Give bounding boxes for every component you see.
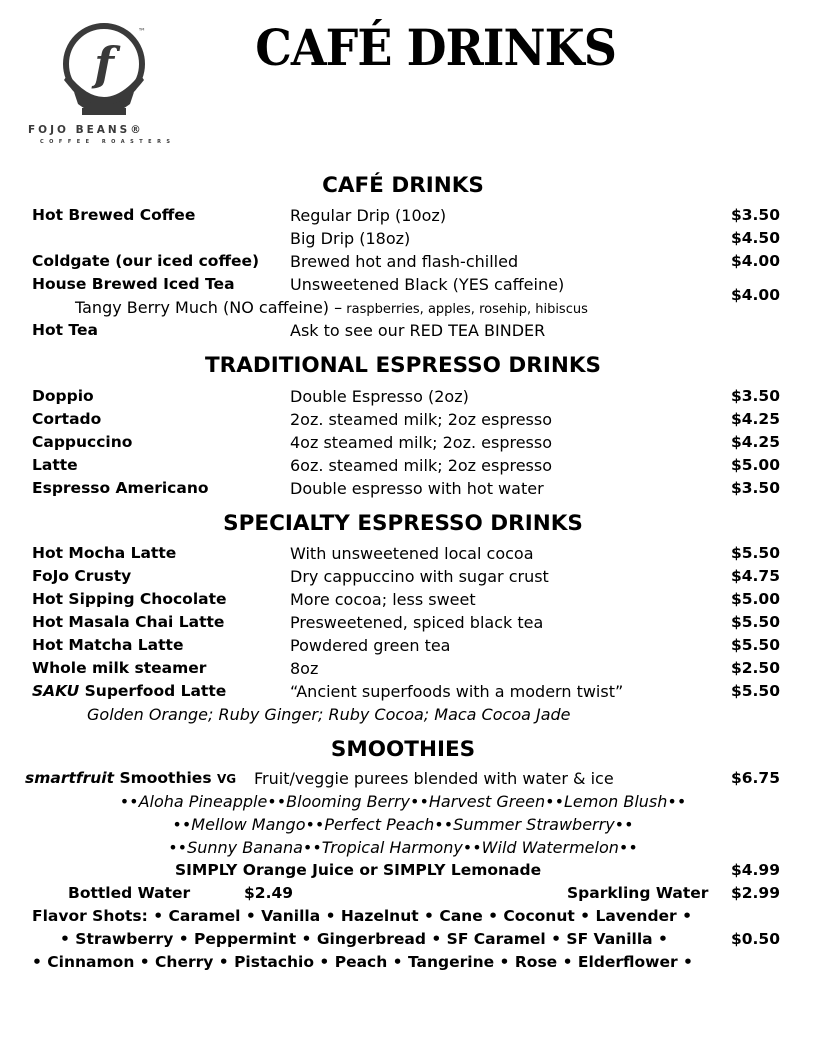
item-name: SIMPLY Orange Juice or SIMPLY Lemonade: [175, 861, 542, 879]
page-title: CAFÉ DRINKS: [255, 18, 617, 77]
item-desc: Presweetened, spiced black tea: [290, 613, 544, 632]
sparkling-water-name: Sparkling Water: [567, 884, 709, 902]
item-price: $5.50: [730, 544, 780, 562]
item-name: Doppio: [32, 387, 94, 405]
item-name: FoJo Crusty: [32, 567, 132, 585]
item-desc: 4oz steamed milk; 2oz. espresso: [290, 433, 553, 452]
menu-row: [0, 408, 816, 431]
smartfruit-brand: smartfruit: [25, 769, 115, 787]
item-desc: Dry cappuccino with sugar crust: [290, 567, 549, 586]
item-price: $6.75: [730, 769, 780, 787]
item-price: $5.50: [730, 682, 780, 700]
item-price: $5.00: [730, 590, 780, 608]
flavor-shots-text: • Cinnamon • Cherry • Pistachio • Peach • Tangerine • Rose • Elderflower •: [32, 953, 693, 971]
item-name: Hot Sipping Chocolate: [32, 590, 227, 608]
item-desc: Big Drip (18oz): [290, 229, 411, 248]
item-name: Espresso Americano: [32, 479, 209, 497]
item-price: $4.25: [730, 410, 780, 428]
menu-row-simply: [0, 859, 816, 882]
menu-row: [0, 542, 816, 565]
menu-row-big-drip: [0, 227, 816, 250]
item-name: [25, 767, 236, 791]
menu-row-regular-drip: [0, 204, 816, 227]
flavor-shots-text: • Strawberry • Peppermint • Gingerbread • SF Caramel • SF Vanilla •: [60, 930, 668, 948]
item-desc: 8oz: [290, 659, 319, 678]
item-price: $5.50: [730, 636, 780, 654]
menu-row-coldgate: [0, 250, 816, 273]
menu-row-saku: [0, 680, 816, 703]
menu-row: [0, 565, 816, 588]
menu-row: [0, 634, 816, 657]
brand-name: FOJO BEANS®: [28, 124, 144, 136]
trademark-symbol: ™: [138, 27, 146, 36]
item-price: $3.50: [730, 387, 780, 405]
item-desc: Ask to see our RED TEA BINDER: [290, 321, 546, 340]
flavor-shots-line-3: [0, 951, 816, 974]
item-desc: Regular Drip (10oz): [290, 206, 447, 225]
item-price: $5.50: [730, 613, 780, 631]
item-name: Hot Masala Chai Latte: [32, 613, 225, 631]
menu-row: [0, 385, 816, 408]
brand-subtitle: COFFEE ROASTERS: [40, 139, 176, 145]
item-name: Cappuccino: [32, 433, 133, 451]
section-heading-traditional: TRADITIONAL ESPRESSO DRINKS: [205, 353, 601, 378]
item-name: Hot Mocha Latte: [32, 544, 177, 562]
saku-flavors: Golden Orange; Ruby Ginger; Ruby Cocoa; Maca Cocoa Jade: [87, 705, 571, 724]
item-price: $2.50: [730, 659, 780, 677]
item-name: Hot Matcha Latte: [32, 636, 184, 654]
menu-row-hot-tea: [0, 319, 816, 342]
flavor-shots-line-1: [0, 905, 816, 928]
item-name: Coldgate (our iced coffee): [32, 252, 260, 270]
item-price: $3.50: [730, 479, 780, 497]
tangy-detail: raspberries, apples, rosehip, hibiscus: [342, 302, 588, 317]
smoothie-flavors-line-3: ••Sunny Banana••Tropical Harmony••Wild Watermelon••: [168, 838, 638, 857]
item-name: [32, 680, 226, 703]
smoothie-flavors-line-1: ••Aloha Pineapple••Blooming Berry••Harvest Green••Lemon Blush••: [119, 792, 687, 811]
bottled-water-price: $2.49: [244, 884, 294, 902]
item-price: $4.75: [730, 567, 780, 585]
item-name: Whole milk steamer: [32, 659, 207, 677]
tangy-berry-line: [75, 296, 588, 321]
item-desc: 2oz. steamed milk; 2oz espresso: [290, 410, 553, 429]
menu-row-smoothies: [0, 767, 816, 790]
saku-brand: SAKU: [32, 682, 80, 700]
item-name: Cortado: [32, 410, 102, 428]
saku-name: Superfood Latte: [79, 682, 227, 700]
smoothie-flavors-line-2: ••Mellow Mango••Perfect Peach••Summer Strawberry••: [172, 815, 634, 834]
section-heading-specialty: SPECIALTY ESPRESSO DRINKS: [223, 511, 583, 536]
item-price: $4.00: [730, 286, 780, 304]
item-desc: Fruit/veggie purees blended with water & ice: [254, 769, 614, 788]
menu-row: [0, 431, 816, 454]
item-price: $4.50: [730, 229, 780, 247]
item-price: $4.00: [730, 252, 780, 270]
tangy-main: Tangy Berry Much (NO caffeine) –: [75, 298, 343, 317]
section-heading-smoothies: SMOOTHIES: [330, 737, 476, 762]
menu-row: [0, 588, 816, 611]
sparkling-water-price: $2.99: [730, 884, 780, 902]
item-price: $4.99: [730, 861, 780, 879]
logo-letter: f: [94, 37, 114, 91]
item-name: Hot Tea: [32, 321, 98, 339]
menu-row: [0, 657, 816, 680]
item-desc: Brewed hot and flash-chilled: [290, 252, 519, 271]
flavor-shots-line-2: [0, 928, 816, 951]
item-desc: Double espresso with hot water: [290, 479, 544, 498]
item-desc: “Ancient superfoods with a modern twist”: [290, 682, 624, 701]
item-desc: 6oz. steamed milk; 2oz espresso: [290, 456, 553, 475]
menu-row: [0, 454, 816, 477]
item-desc: More cocoa; less sweet: [290, 590, 476, 609]
item-name: Latte: [32, 456, 78, 474]
item-desc: Double Espresso (2oz): [290, 387, 469, 406]
smoothies-name: Smoothies: [114, 769, 217, 787]
item-price: $4.25: [730, 433, 780, 451]
item-price: $5.00: [730, 456, 780, 474]
item-name: Hot Brewed Coffee: [32, 206, 196, 224]
menu-row: [0, 611, 816, 634]
menu-row-water: [0, 882, 816, 905]
flavor-shots-price: $0.50: [730, 930, 780, 948]
item-name: House Brewed Iced Tea: [32, 275, 235, 293]
flavor-shots-text: Flavor Shots: • Caramel • Vanilla • Hazelnut • Cane • Coconut • Lavender •: [32, 907, 693, 925]
item-desc: With unsweetened local cocoa: [290, 544, 534, 563]
bottled-water-name: Bottled Water: [68, 884, 191, 902]
item-desc: Unsweetened Black (YES caffeine): [290, 275, 565, 294]
item-desc: Powdered green tea: [290, 636, 451, 655]
menu-row: [0, 477, 816, 500]
section-heading-cafe-drinks: CAFÉ DRINKS: [322, 173, 484, 198]
vegan-badge: VG: [216, 772, 237, 786]
item-price: $3.50: [730, 206, 780, 224]
